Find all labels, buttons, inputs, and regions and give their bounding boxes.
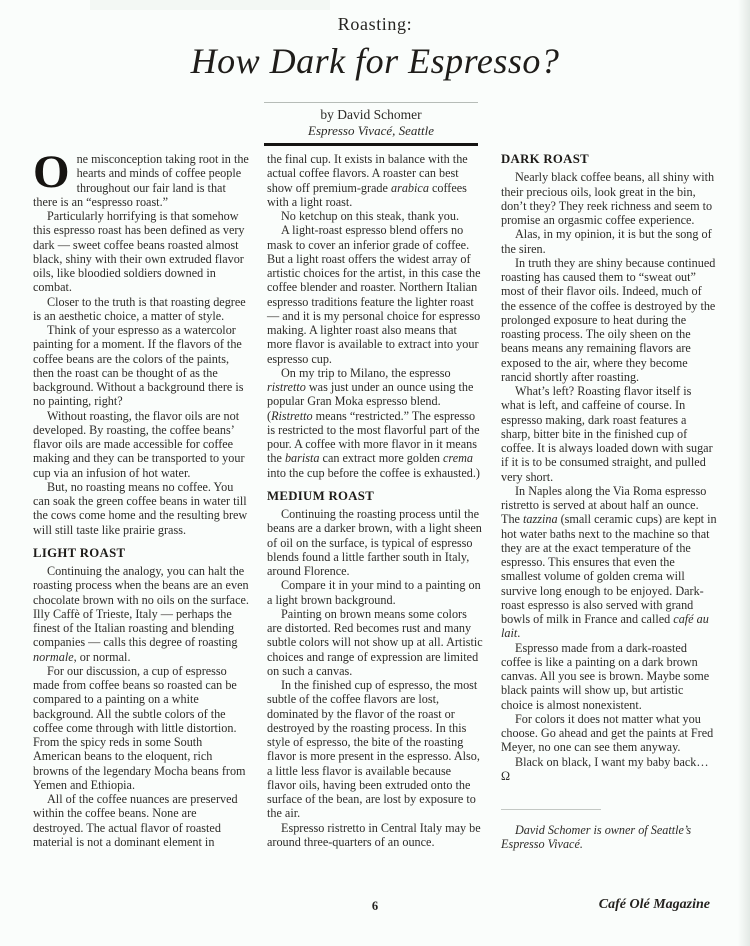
paragraph: the final cup. It exists in balance with the actual coffee flavors. A roaster can best show off premium-grade arabica coffees with a light roast. bbox=[267, 152, 468, 209]
paragraph: Compare it in your mind to a painting on a light brown background. bbox=[267, 578, 481, 607]
paragraph: Espresso made from a dark-roasted coffee is like a painting on a dark brown canvas. All you see is brown. Maybe some black paints will show up, but artistic choice is almost nonexistent. bbox=[501, 640, 710, 712]
paragraph: In Naples along the Via Roma espresso ristretto is served at about half an ounce. The tazzina (small ceramic cups) are kept in hot water baths next to the machine so that they are at the exact temperature of the espresso. This ensures that even the smallest volume of golden crema will survive long enough to be enjoyed. Dark-roast espresso is also served with grand bowls of milk in France and called café au lait. bbox=[501, 483, 717, 641]
paragraph: Nearly black coffee beans, all shiny with their precious oils, look great in the bin, don’t they? They reek richness and seem to promise an orgasmic coffee experience. bbox=[501, 170, 715, 227]
author-bio: David Schomer is owner of Seattle’s Espresso Vivacé. bbox=[501, 823, 692, 852]
scan-edge-right bbox=[738, 0, 750, 946]
paragraph: Without roasting, the flavor oils are not developed. By roasting, the coffee beans’ flavor oils are made accessible for coffee making and they can be transported to your cup via an infusion of hot water. bbox=[33, 408, 245, 480]
paragraph: For colors it does not matter what you choose. Go ahead and get the paints at Fred Meyer, no one can see them anyway. bbox=[501, 711, 714, 755]
column-1 bbox=[33, 146, 249, 852]
paragraph: For our discussion, a cup of espresso made from coffee beans so roasted can be compared to a painting on a white background. All the subtle colors of the coffee come through with little distortion. From the spicy reds in some South American beans to the eloquent, rich browns of the legendary Mocha beans from Yemen and Ethiopia. bbox=[33, 663, 246, 792]
paragraph: Closer to the truth is that roasting degree is an aesthetic choice, a matter of style. bbox=[33, 294, 246, 323]
paragraph: Black on black, I want my baby back… Ω bbox=[501, 754, 709, 783]
byline-organization: Espresso Vivacé, Seattle bbox=[308, 123, 434, 138]
article-kicker: Roasting: bbox=[337, 14, 413, 34]
bio-rule bbox=[501, 809, 601, 810]
paragraph: No ketchup on this steak, thank you. bbox=[281, 209, 460, 223]
paragraph: Think of your espresso as a watercolor painting for a moment. If the flavors of the coffee beans are the colors of the paints, then the roast can be thought of as the background. Without a background there is no painting, right? bbox=[33, 323, 244, 409]
drop-cap: O bbox=[33, 146, 70, 198]
paragraph: All of the coffee nuances are preserved within the coffee beans. None are destroyed. The actual flavor of roasted material is not a dominant element in bbox=[33, 792, 238, 849]
article-header bbox=[0, 14, 750, 82]
paragraph: One misconception taking root in the hearts and minds of coffee people throughout our fair land is that there is an “espresso roast.” bbox=[33, 146, 249, 209]
section-heading: MEDIUM ROAST bbox=[267, 488, 375, 503]
paragraph: In the finished cup of espresso, the most subtle of the coffee flavors are lost, dominated by the flavor of the roast or destroyed by the roasting process. In this style of espresso, the bite of the roasting flavor is more present in the espresso. Also, a little less flavor is available because flavor oils, having been extruded onto the surface of the bean, are lost by exposure to the air. bbox=[267, 678, 480, 821]
byline: by David Schomer bbox=[320, 107, 422, 122]
paragraph: But, no roasting means no coffee. You can soak the green coffee beans in water till the cows come home and the resulting brew will still taste like prairie grass. bbox=[33, 479, 248, 537]
paragraph: A light-roast espresso blend offers no mask to cover an inferior grade of coffee. But a light roast offers the widest array of artistic choices for the artist, in this case the coffee blender and roaster. Northern Italian espresso traditions feature the lighter roast — and it is my personal choice for espresso making. A lighter roast also means that more flavor is available to extract into your espresso cup. bbox=[267, 223, 481, 366]
paragraph: On my trip to Milano, the espresso ristretto was just under an ounce using the popular Gran Moka espresso blend. (Ristretto means “restricted.” The espresso is restricted to the most flavorful part of the pour. A coffee with more flavor in it means the barista can extract more golden crema into the cup before the coffee is exhausted.) bbox=[267, 365, 480, 480]
article-body bbox=[33, 146, 717, 852]
paragraph: What’s left? Roasting flavor itself is what is left, and caffeine of course. In espresso making, dark roast features a sharp, bitter bite in the finished cup of coffee. It is always loaded down with sugar if it is to be consumed straight, and pulled very short. bbox=[501, 384, 713, 484]
paragraph: Continuing the analogy, you can halt the roasting process when the beans are an even chocolate brown with no oils on the surface. Illy Caffè of Trieste, Italy — perhaps the finest of the Italian roasting and blending companies — calls this degree of roasting normale, or normal. bbox=[33, 564, 249, 664]
column-2 bbox=[267, 152, 483, 852]
section-heading: DARK ROAST bbox=[501, 152, 589, 166]
scan-edge-top bbox=[90, 0, 330, 10]
paragraph: Particularly horrifying is that somehow this espresso roast has been defined as very dark — sweet coffee beans roasted almost black, shiny with their own extruded flavor oils, like bloodied soldiers downed in combat. bbox=[33, 209, 245, 295]
byline-rule-thick bbox=[264, 143, 478, 146]
magazine-name: Café Olé Magazine bbox=[598, 897, 710, 912]
paragraph: Espresso ristretto in Central Italy may be around three-quarters of an ounce. bbox=[267, 820, 481, 849]
paragraph: Alas, in my opinion, it is but the song of the siren. bbox=[501, 227, 712, 256]
byline-rule-thin bbox=[264, 102, 478, 103]
paragraph: Continuing the roasting process until the beans are a darker brown, with a light sheen of oil on the surface, is typical of espresso blends found a little farther south in Italy, around Florence. bbox=[267, 507, 482, 578]
section-heading: LIGHT ROAST bbox=[33, 545, 126, 560]
paragraph: In truth they are shiny because continued roasting has caused them to “sweat out” most of their flavor oils. Indeed, much of the essence of the coffee is destroyed by the prolonged exposure to heat during the roasting process. The oily sheen on the beans means any remaining flavors are exposed to the air, where they become rancid shortly after roasting. bbox=[501, 255, 716, 384]
article-title: How Dark for Espresso? bbox=[190, 41, 560, 81]
paragraph: Painting on brown means some colors are distorted. Red becomes rust and many subtle colors will not show up at all. Artistic choices and range of expression are limited on such a canvas. bbox=[267, 606, 483, 678]
page-number: 6 bbox=[371, 899, 379, 913]
byline-box bbox=[264, 102, 478, 146]
column-3 bbox=[501, 152, 717, 852]
